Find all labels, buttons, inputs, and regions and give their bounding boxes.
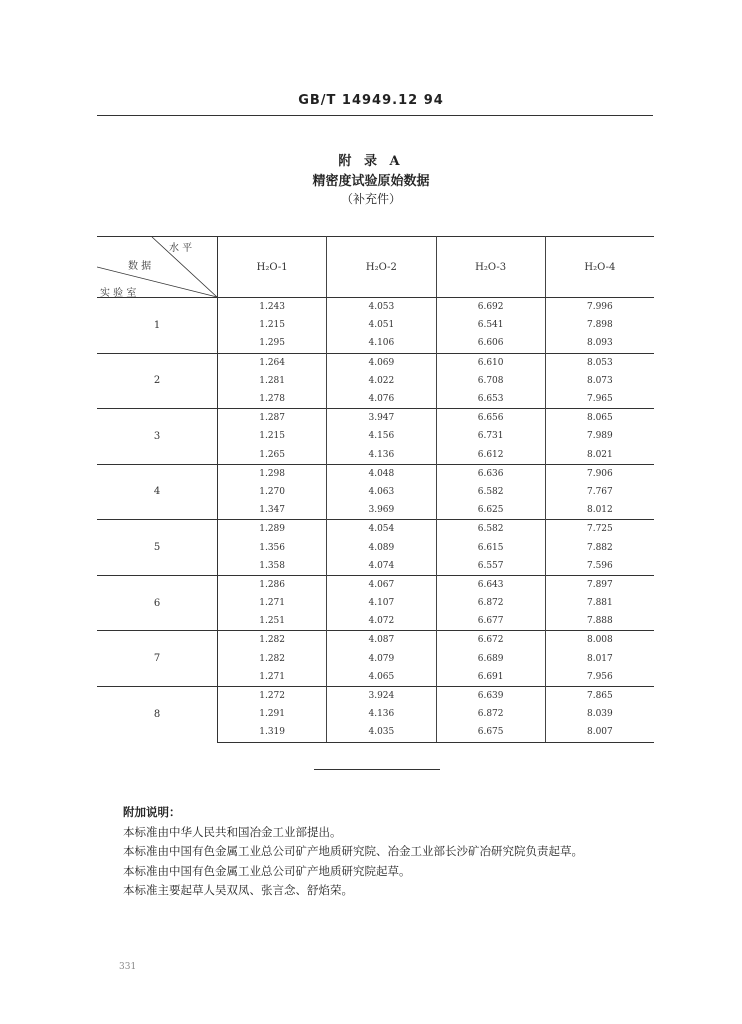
measurement-cell: 4.106 xyxy=(327,334,436,353)
measurement-cell: 7.767 xyxy=(586,486,613,497)
corner-level-label: 水 平 xyxy=(169,243,193,254)
table-row xyxy=(97,686,654,705)
level-header: H₂O-1 xyxy=(218,237,327,298)
level-header: H₂O-3 xyxy=(436,237,545,298)
measurement-cell: 1.295 xyxy=(218,334,327,353)
measurement-cell: 4.079 xyxy=(327,650,436,668)
corner-data-label: 数 据 xyxy=(128,261,152,272)
measurement-cell: 4.022 xyxy=(327,372,436,390)
level-header: H₂O-4 xyxy=(545,237,654,298)
lab-id: 8 xyxy=(97,686,218,742)
measurement-cell: 1.286 xyxy=(218,575,327,594)
lab-id: 5 xyxy=(97,520,218,576)
measurement-cell: 6.606 xyxy=(436,334,545,353)
measurement-cell: 1.287 xyxy=(218,409,327,428)
measurement-cell: 1.282 xyxy=(218,650,327,668)
measurement-cell: 7.881 xyxy=(586,598,613,609)
measurement-cell: 7.865 xyxy=(545,686,654,705)
measurement-cell: 8.008 xyxy=(545,631,654,650)
measurement-cell: 4.076 xyxy=(327,390,436,409)
measurement-cell: 6.672 xyxy=(436,631,545,650)
measurement-cell: 1.347 xyxy=(218,501,327,520)
measurement-cell: 1.282 xyxy=(218,631,327,650)
standard-code-header: GB/T 14949.12 94 xyxy=(298,93,444,108)
measurement-cell: 4.035 xyxy=(327,723,436,742)
measurement-cell: 6.612 xyxy=(436,446,545,465)
measurement-cell: 7.882 xyxy=(586,542,613,553)
measurement-cell: 7.898 xyxy=(586,320,613,331)
measurement-cell: 6.639 xyxy=(436,686,545,705)
measurement-cell: 7.996 xyxy=(586,302,613,313)
measurement-cell: 4.065 xyxy=(327,668,436,687)
corner-cell xyxy=(97,237,218,298)
measurement-cell: 8.012 xyxy=(586,505,613,516)
measurement-cell: 6.731 xyxy=(436,427,545,445)
measurement-cell: 4.107 xyxy=(327,594,436,612)
measurement-cell: 6.689 xyxy=(436,650,545,668)
measurement-cell: 7.989 xyxy=(586,431,613,442)
measurement-cell: 8.039 xyxy=(586,709,613,720)
lab-id: 3 xyxy=(97,409,218,465)
table-row xyxy=(97,520,654,539)
measurement-cell: 8.021 xyxy=(586,449,613,460)
measurement-cell: 6.675 xyxy=(436,723,545,742)
notes-line: 本标准由中国有色金属工业总公司矿产地质研究院、冶金工业部长沙矿冶研究院负责起草。 xyxy=(123,844,583,858)
lab-id: 4 xyxy=(97,464,218,520)
precision-data-table xyxy=(97,236,654,743)
table-header-row xyxy=(97,237,654,298)
measurement-cell: 4.074 xyxy=(327,557,436,576)
measurement-cell: 1.215 xyxy=(218,427,327,445)
notes-line: 本标准由中国有色金属工业总公司矿产地质研究院起草。 xyxy=(123,863,411,878)
measurement-cell: 1.215 xyxy=(218,316,327,334)
measurement-cell: 1.271 xyxy=(218,594,327,612)
measurement-cell: 8.053 xyxy=(545,353,654,372)
table-row xyxy=(97,631,654,650)
measurement-cell: 8.017 xyxy=(586,653,613,664)
measurement-cell: 1.281 xyxy=(218,372,327,390)
notes-line: 本标准主要起草人吴双凤、张言念、舒焰荣。 xyxy=(123,883,353,897)
measurement-cell: 6.653 xyxy=(436,390,545,409)
measurement-cell: 7.725 xyxy=(545,520,654,539)
measurement-cell: 1.243 xyxy=(218,298,327,317)
table-row xyxy=(97,298,654,317)
measurement-cell: 6.557 xyxy=(436,557,545,576)
notes-line: 本标准由中华人民共和国冶金工业部提出。 xyxy=(123,824,342,839)
measurement-cell: 6.582 xyxy=(436,483,545,501)
measurement-cell: 4.054 xyxy=(327,520,436,539)
measurement-cell: 3.969 xyxy=(327,501,436,520)
additional-notes xyxy=(123,803,583,901)
table-row xyxy=(97,464,654,483)
measurement-cell: 6.708 xyxy=(436,372,545,390)
measurement-cell: 1.278 xyxy=(218,390,327,409)
measurement-cell: 7.956 xyxy=(586,671,613,682)
measurement-cell: 4.089 xyxy=(327,538,436,556)
measurement-cell: 4.136 xyxy=(327,705,436,723)
measurement-cell: 6.636 xyxy=(436,464,545,483)
appendix-title: 精密度试验原始数据 xyxy=(312,174,430,189)
header-rule xyxy=(97,115,653,116)
measurement-cell: 6.872 xyxy=(436,705,545,723)
measurement-cell: 6.615 xyxy=(436,538,545,556)
measurement-cell: 1.251 xyxy=(218,612,327,631)
measurement-cell: 4.136 xyxy=(327,446,436,465)
measurement-cell: 6.643 xyxy=(436,575,545,594)
measurement-cell: 3.947 xyxy=(327,409,436,428)
measurement-cell: 4.072 xyxy=(327,612,436,631)
level-header: H₂O-2 xyxy=(327,237,436,298)
lab-id: 7 xyxy=(97,631,218,687)
measurement-cell: 7.897 xyxy=(545,575,654,594)
measurement-cell: 1.289 xyxy=(218,520,327,539)
lab-id: 6 xyxy=(97,575,218,631)
measurement-cell: 7.888 xyxy=(586,616,613,627)
measurement-cell: 1.271 xyxy=(218,668,327,687)
measurement-cell: 1.319 xyxy=(218,723,327,742)
measurement-cell: 1.358 xyxy=(218,557,327,576)
measurement-cell: 8.065 xyxy=(545,409,654,428)
measurement-cell: 1.298 xyxy=(218,464,327,483)
measurement-cell: 6.625 xyxy=(436,501,545,520)
measurement-cell: 4.053 xyxy=(327,298,436,317)
measurement-cell: 6.541 xyxy=(436,316,545,334)
measurement-cell: 1.264 xyxy=(218,353,327,372)
measurement-cell: 8.007 xyxy=(545,723,654,742)
table-row xyxy=(97,409,654,428)
measurement-cell: 3.924 xyxy=(327,686,436,705)
notes-title: 附加说明： xyxy=(123,805,181,819)
page-number: 331 xyxy=(119,962,137,972)
measurement-cell: 1.291 xyxy=(218,705,327,723)
section-separator xyxy=(314,769,440,770)
measurement-cell: 4.156 xyxy=(327,427,436,445)
measurement-cell: 4.063 xyxy=(327,483,436,501)
measurement-cell: 4.051 xyxy=(327,316,436,334)
appendix-subtitle: （补充件） xyxy=(340,192,401,206)
measurement-cell: 4.067 xyxy=(327,575,436,594)
measurement-cell: 4.048 xyxy=(327,464,436,483)
measurement-cell: 1.265 xyxy=(218,446,327,465)
measurement-cell: 8.093 xyxy=(586,338,613,349)
lab-id: 1 xyxy=(97,298,218,354)
table-row xyxy=(97,575,654,594)
measurement-cell: 1.356 xyxy=(218,538,327,556)
measurement-cell: 6.692 xyxy=(436,298,545,317)
corner-lab-label: 实 验 室 xyxy=(100,288,137,299)
measurement-cell: 6.872 xyxy=(436,594,545,612)
measurement-cell: 4.087 xyxy=(327,631,436,650)
measurement-cell: 8.073 xyxy=(586,375,613,386)
table-row xyxy=(97,353,654,372)
measurement-cell: 6.656 xyxy=(436,409,545,428)
lab-id: 2 xyxy=(97,353,218,409)
measurement-cell: 7.965 xyxy=(586,394,613,405)
measurement-cell: 4.069 xyxy=(327,353,436,372)
appendix-label: 附 录 A xyxy=(338,154,404,169)
measurement-cell: 1.270 xyxy=(218,483,327,501)
measurement-cell: 6.677 xyxy=(436,612,545,631)
measurement-cell: 6.610 xyxy=(436,353,545,372)
measurement-cell: 6.582 xyxy=(436,520,545,539)
measurement-cell: 1.272 xyxy=(218,686,327,705)
measurement-cell: 6.691 xyxy=(436,668,545,687)
measurement-cell: 7.596 xyxy=(586,560,613,571)
measurement-cell: 7.906 xyxy=(545,464,654,483)
